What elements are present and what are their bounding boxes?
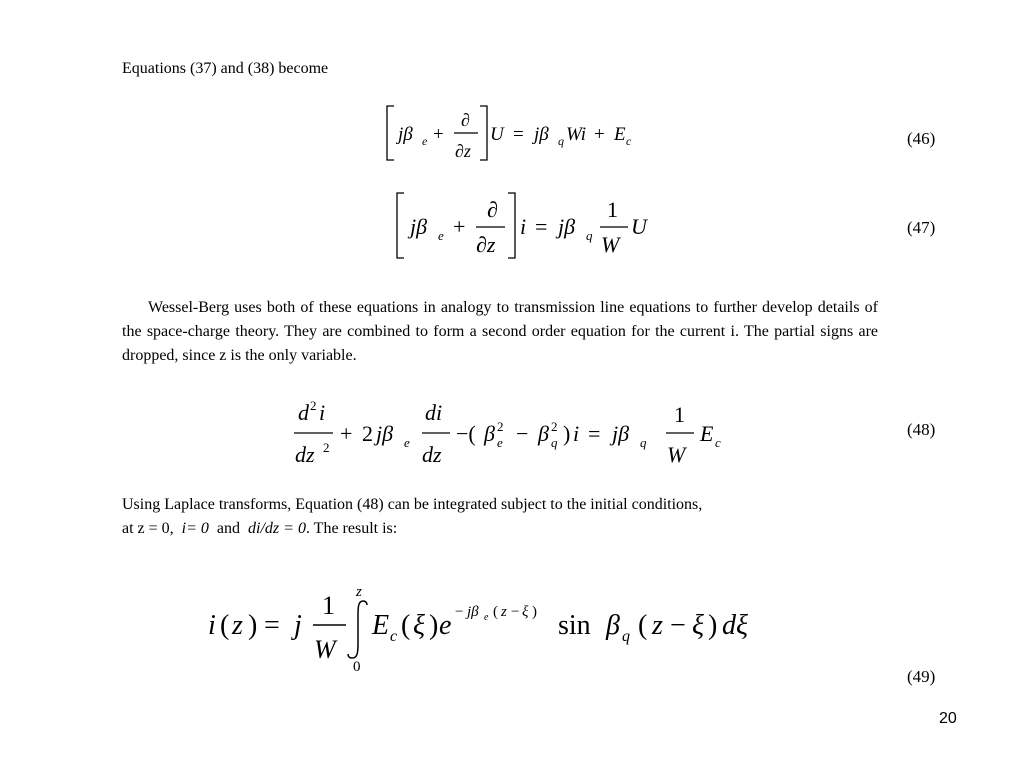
svg-text:∂: ∂: [461, 110, 470, 130]
svg-text:jβ: jβ: [558, 214, 576, 239]
svg-text:jβ: jβ: [410, 214, 428, 239]
svg-text:(: (: [493, 604, 498, 620]
svg-text:Wi: Wi: [566, 124, 587, 145]
svg-text:e: e: [422, 134, 428, 148]
svg-text:q: q: [551, 435, 558, 450]
equation-number-47: (47): [907, 218, 936, 237]
svg-text:dz: dz: [295, 442, 315, 467]
svg-text:β: β: [538, 421, 549, 446]
svg-text:0: 0: [353, 659, 361, 675]
svg-text:−: −: [670, 610, 686, 641]
svg-text:=: =: [513, 124, 524, 145]
svg-text:i: i: [573, 421, 580, 446]
svg-text:E: E: [372, 610, 390, 641]
svg-text:e: e: [438, 228, 444, 243]
result-intro: . The result is:: [305, 520, 398, 537]
svg-text:): ): [429, 610, 439, 641]
paragraph-laplace-line-2: [122, 517, 397, 541]
svg-text:e: e: [497, 435, 503, 450]
svg-text:i: i: [208, 610, 216, 641]
equation-46: [370, 100, 660, 166]
svg-text:=: =: [264, 610, 280, 641]
svg-text:+: +: [433, 124, 444, 145]
equation-47: [383, 188, 673, 268]
svg-text:∂: ∂: [487, 197, 498, 222]
svg-text:∂z: ∂z: [476, 232, 496, 257]
svg-text:z: z: [356, 584, 362, 600]
svg-text:U: U: [631, 214, 647, 239]
equation-number-49: (49): [907, 667, 936, 686]
svg-text:2: 2: [362, 421, 373, 446]
svg-text:sin: sin: [558, 610, 591, 641]
svg-text:2: 2: [310, 398, 317, 413]
paragraph-wessel-berg: Wessel-Berg uses both of these equations in analogy to transmission line equations to further develop details of the space-charge theory. They are combined to form a second order equation for the current i. The partial signs are dropped, since z is the only variable.: [122, 299, 878, 364]
page-number: 20: [939, 710, 957, 727]
svg-text:i: i: [319, 400, 326, 425]
svg-text:(: (: [401, 610, 411, 641]
svg-text:E: E: [614, 124, 626, 145]
initial-condition-prefix: at z = 0,: [122, 520, 174, 537]
svg-text:dz: dz: [422, 442, 442, 467]
svg-text:1: 1: [674, 402, 685, 427]
svg-text:2: 2: [497, 419, 504, 434]
svg-text:d: d: [298, 400, 309, 425]
svg-text:z: z: [652, 610, 663, 641]
initial-condition-current: i= 0: [181, 520, 209, 537]
svg-text:2: 2: [551, 419, 558, 434]
svg-text:q: q: [558, 134, 564, 148]
svg-text:U: U: [490, 124, 504, 145]
svg-text:di: di: [425, 400, 443, 425]
svg-text:z: z: [232, 610, 243, 641]
svg-text:1: 1: [322, 591, 335, 620]
svg-text:c: c: [626, 134, 632, 148]
svg-text:+: +: [594, 124, 605, 145]
svg-text:E: E: [700, 421, 714, 446]
svg-text:jβ: jβ: [376, 421, 394, 446]
svg-text:W: W: [667, 442, 686, 467]
svg-text:1: 1: [607, 197, 618, 222]
svg-text:e: e: [484, 612, 489, 623]
svg-text:jβ: jβ: [612, 421, 630, 446]
svg-text:i: i: [520, 214, 527, 239]
equation-number-48: (48): [907, 420, 936, 439]
svg-text:j: j: [294, 610, 302, 641]
svg-text:−: −: [516, 421, 529, 446]
svg-text:W: W: [314, 635, 336, 664]
svg-text:ξ: ξ: [413, 610, 425, 641]
svg-text:(: (: [638, 610, 648, 641]
svg-text:c: c: [390, 628, 398, 645]
svg-text:q: q: [622, 628, 630, 645]
svg-text:): ): [563, 421, 571, 446]
svg-text:+: +: [453, 214, 466, 239]
svg-text:=: =: [535, 214, 548, 239]
svg-text:+: +: [340, 421, 353, 446]
intro-text: Equations (37) and (38) become: [122, 60, 329, 77]
svg-text:β: β: [484, 421, 495, 446]
svg-text:q: q: [586, 228, 593, 243]
svg-text:jβ: jβ: [398, 124, 413, 145]
conjunction-and: and: [216, 520, 241, 537]
svg-text:β: β: [606, 610, 620, 641]
paragraph-laplace-line-1: Using Laplace transforms, Equation (48) can be integrated subject to the initial conditions,: [122, 496, 703, 513]
svg-text:jβ: jβ: [534, 124, 549, 145]
svg-text:ξ: ξ: [692, 610, 704, 641]
svg-text:2: 2: [323, 440, 330, 455]
equation-49: [200, 578, 780, 678]
svg-text:jβ: jβ: [467, 604, 479, 620]
svg-text:−: −: [455, 604, 464, 620]
svg-text:−(: −(: [456, 421, 476, 446]
svg-text:): ): [532, 604, 537, 620]
svg-text:W: W: [601, 232, 620, 257]
equation-48: [290, 392, 740, 476]
svg-text:ξ: ξ: [522, 604, 529, 620]
svg-text:−: −: [511, 604, 520, 620]
svg-text:): ): [708, 610, 718, 641]
svg-text:(: (: [220, 610, 230, 641]
svg-text:c: c: [715, 435, 721, 450]
svg-text:e: e: [439, 610, 452, 641]
svg-text:dξ: dξ: [722, 610, 748, 641]
svg-text:q: q: [640, 435, 647, 450]
initial-condition-derivative: di/dz = 0: [248, 520, 306, 537]
svg-text:z: z: [501, 604, 507, 620]
svg-text:): ): [248, 610, 258, 641]
svg-text:e: e: [404, 435, 410, 450]
svg-text:∂z: ∂z: [455, 141, 471, 161]
equation-number-46: (46): [907, 129, 936, 148]
svg-text:=: =: [588, 421, 601, 446]
